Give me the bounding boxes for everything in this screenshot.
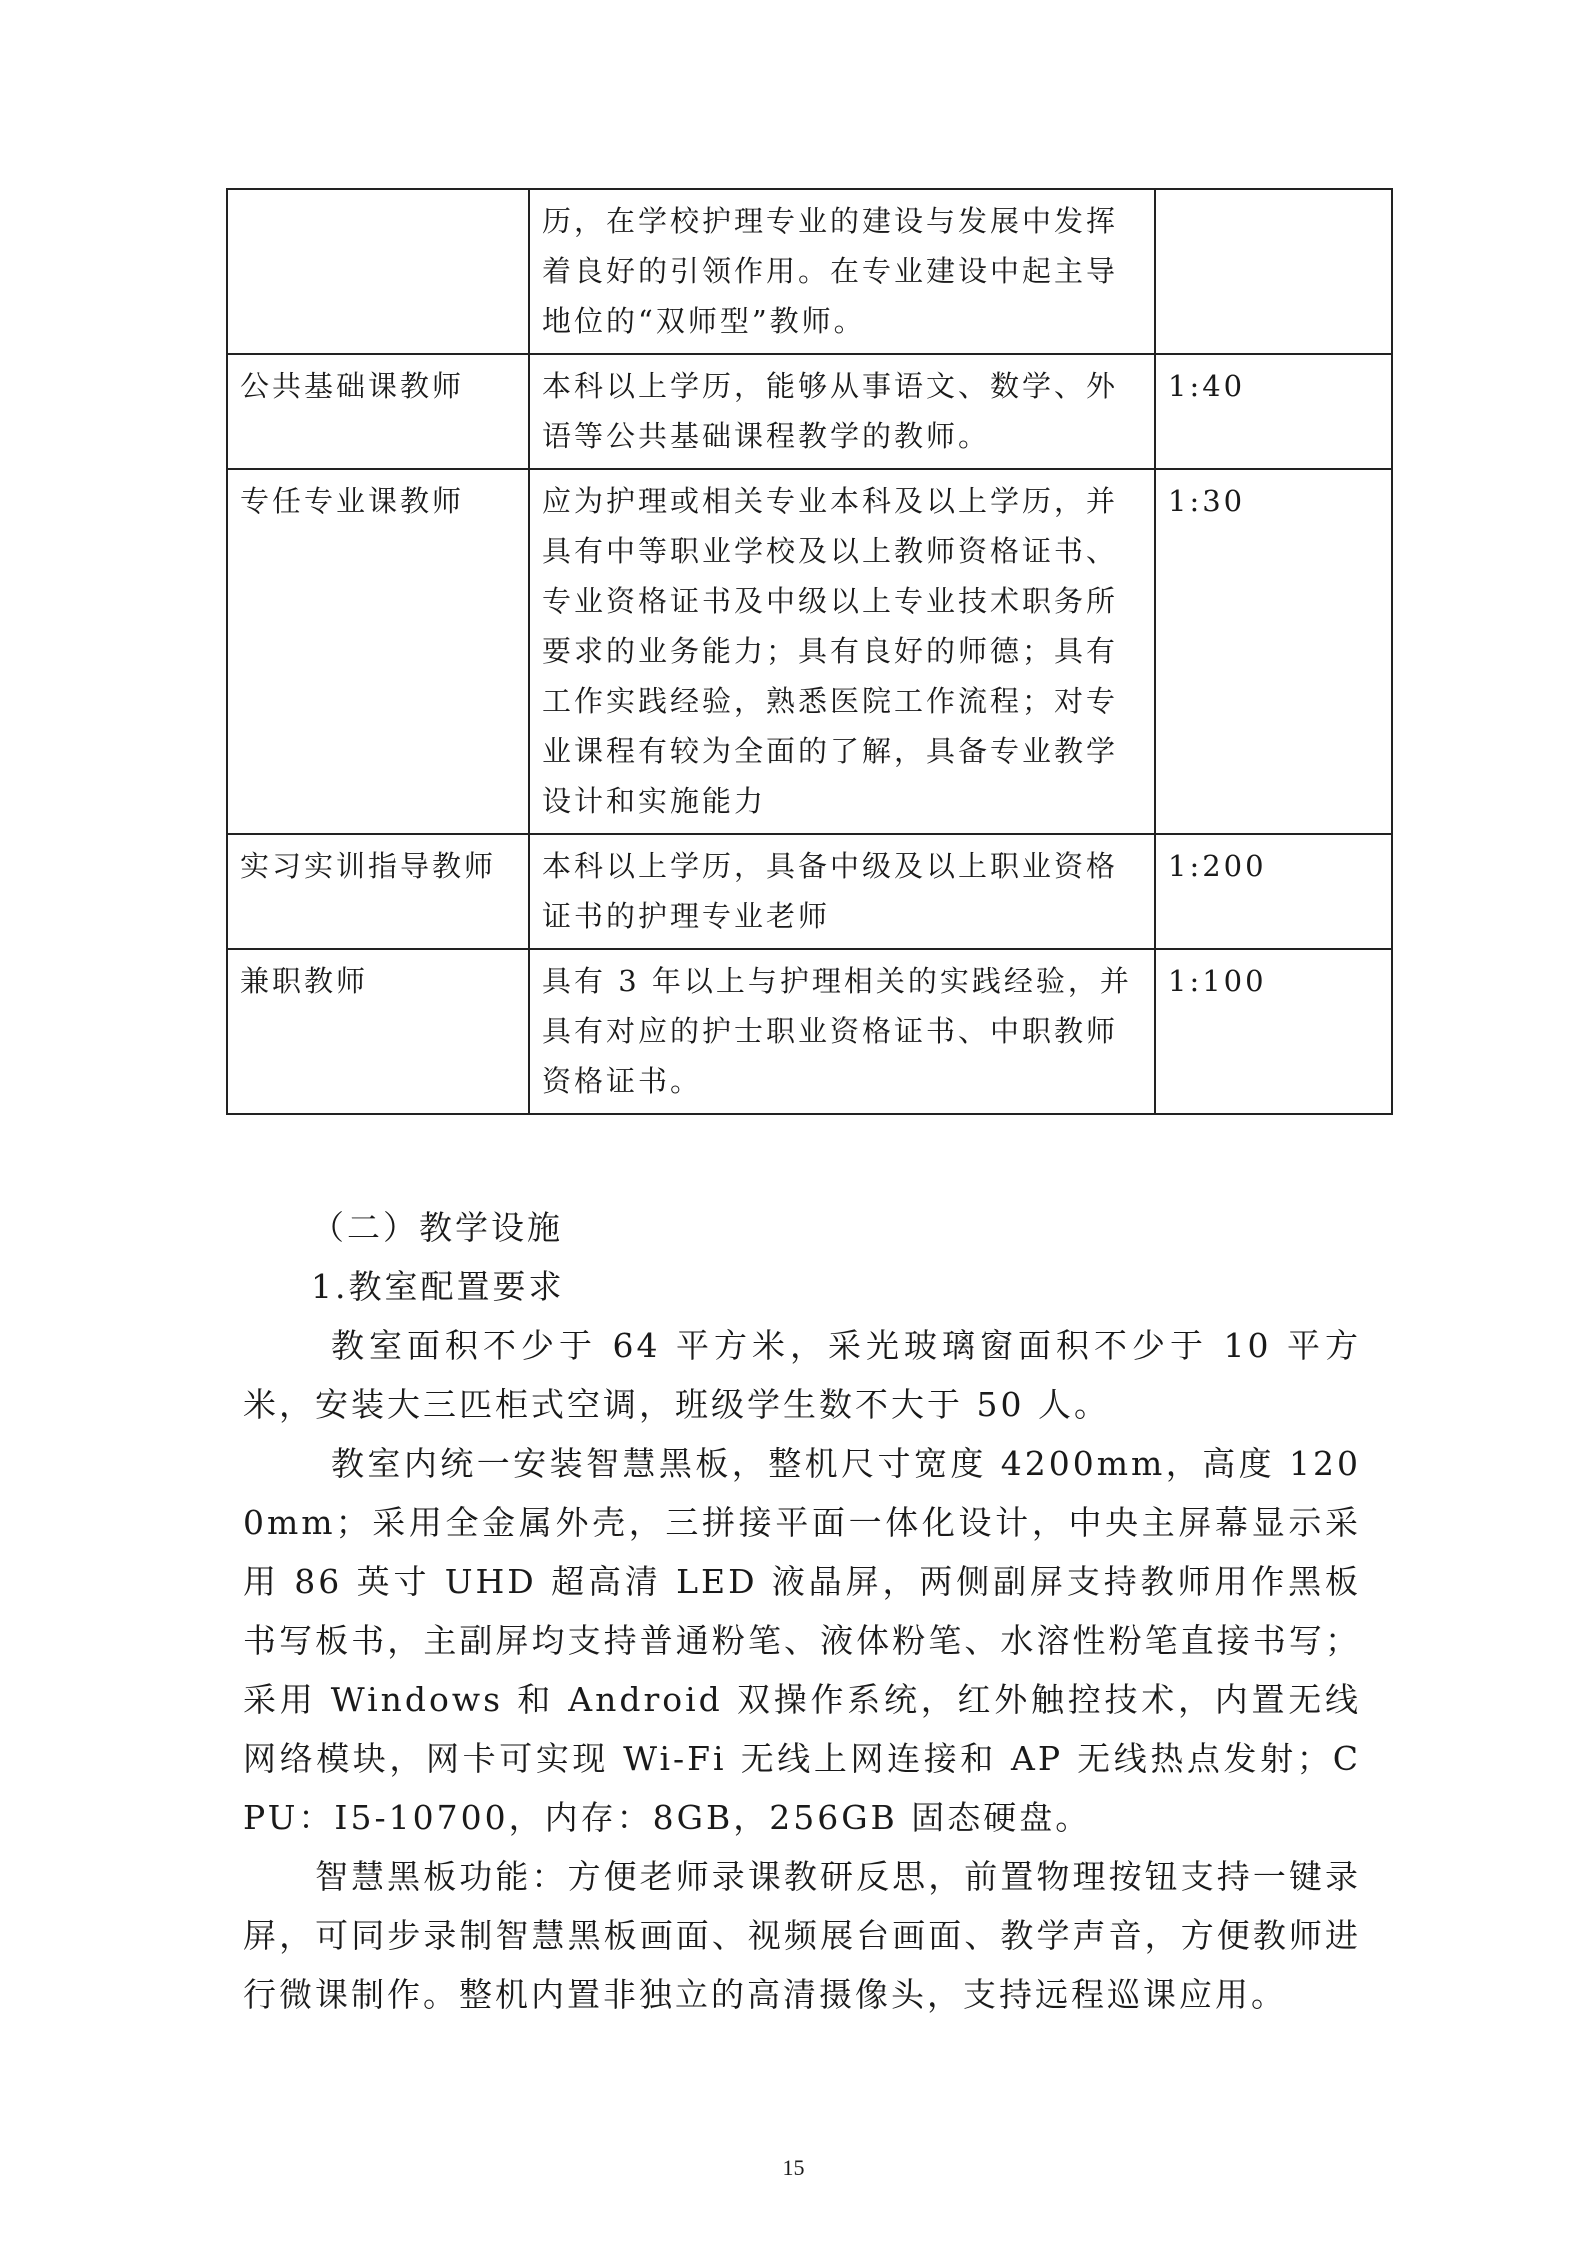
role-cell: 专任专业课教师 [227, 469, 529, 834]
page-number: 15 [782, 2155, 805, 2180]
role-cell: 公共基础课教师 [227, 354, 529, 469]
role-cell [227, 189, 529, 354]
table-row [227, 469, 1392, 834]
requirement-cell: 具有 3 年以上与护理相关的实践经验，并具有对应的护士职业资格证书、中职教师资格证书。 [529, 949, 1155, 1114]
role-cell: 兼职教师 [227, 949, 529, 1114]
role-cell: 实习实训指导教师 [227, 834, 529, 949]
ratio-cell: 1:40 [1155, 354, 1392, 469]
section-body [243, 1198, 1361, 2024]
ratio-cell: 1:200 [1155, 834, 1392, 949]
requirement-cell: 历，在学校护理专业的建设与发展中发挥着良好的引领作用。在专业建设中起主导地位的“双师型”教师。 [529, 189, 1155, 354]
section-heading: （二）教学设施 [311, 1208, 563, 1247]
requirement-cell: 本科以上学历，能够从事语文、数学、外语等公共基础课程教学的教师。 [529, 354, 1155, 469]
ratio-cell: 1:30 [1155, 469, 1392, 834]
requirement-cell: 本科以上学历，具备中级及以上职业资格证书的护理专业老师 [529, 834, 1155, 949]
paragraph: 教室内统一安装智慧黑板，整机尺寸宽度 4200mm，高度 1200mm；采用全金属外壳，三拼接平面一体化设计，中央主屏幕显示采用 86 英寸 UHD 超高清 LED 液晶屏，两侧副屏支持教师用作黑板书写板书，主副屏均支持普通粉笔、液体粉笔、水溶性粉笔直接书写；采用 Windows 和 Android 双操作系统，红外触控技术，内置无线网络模块，网卡可实现 Wi-Fi 无线上网连接和 AP 无线热点发射；CPU：I5-10700，内存：8GB，256GB 固态硬盘。 [243, 1444, 1361, 1837]
ratio-cell [1155, 189, 1392, 354]
table-row [227, 189, 1392, 354]
table-row [227, 354, 1392, 469]
paragraph: 教室面积不少于 64 平方米，采光玻璃窗面积不少于 10 平方米，安装大三匹柜式空调，班级学生数不大于 50 人。 [243, 1326, 1361, 1424]
paragraph: 智慧黑板功能：方便老师录课教研反思，前置物理按钮支持一键录屏，可同步录制智慧黑板画面、视频展台画面、教学声音，方便教师进行微课制作。整机内置非独立的高清摄像头，支持远程巡课应用。 [243, 1857, 1361, 2014]
requirement-cell: 应为护理或相关专业本科及以上学历，并具有中等职业学校及以上教师资格证书、专业资格证书及中级以上专业技术职务所要求的业务能力；具有良好的师德；具有工作实践经验，熟悉医院工作流程；对专业课程有较为全面的了解，具备专业教学设计和实施能力 [529, 469, 1155, 834]
section-subheading: 1.教室配置要求 [311, 1267, 565, 1306]
table-row [227, 834, 1392, 949]
teacher-requirements-table [226, 188, 1393, 1115]
table-row [227, 949, 1392, 1114]
ratio-cell: 1:100 [1155, 949, 1392, 1114]
